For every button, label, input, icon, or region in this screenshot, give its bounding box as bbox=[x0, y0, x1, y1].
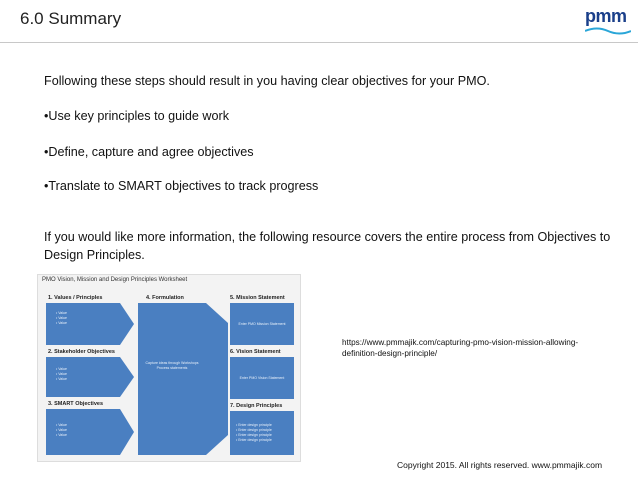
design-item-3: • Enter design principle bbox=[236, 433, 272, 437]
stakeholder-item-1: • Value bbox=[56, 367, 67, 371]
worksheet-formulation-heading: 4. Formulation bbox=[146, 295, 184, 301]
worksheet-mission-heading: 5. Mission Statement bbox=[230, 295, 285, 301]
smart-item-1: • Value bbox=[56, 423, 67, 427]
slide-header bbox=[0, 0, 638, 43]
worksheet-title: PMO Vision, Mission and Design Principles Worksheet bbox=[42, 277, 188, 283]
smart-item-2: • Value bbox=[56, 428, 67, 432]
more-info-text: If you would like more information, the following resource covers the entire process from Objectives to Design Principles. bbox=[44, 230, 611, 262]
formulation-text: Capture ideas through Workshops Process statements bbox=[145, 361, 199, 370]
worksheet-smart-heading: 3. SMART Objectives bbox=[48, 401, 104, 407]
logo-wave-icon bbox=[585, 26, 631, 36]
mission-text: Enter PMO Mission Statement bbox=[238, 322, 286, 326]
formulation-connector-shape bbox=[206, 303, 228, 455]
values-item-1: • Value bbox=[56, 311, 67, 315]
smart-item-3: • Value bbox=[56, 433, 67, 437]
design-item-2: • Enter design principle bbox=[236, 428, 272, 432]
logo-text: pmm bbox=[585, 6, 627, 26]
design-item-1: • Enter design principle bbox=[236, 423, 272, 427]
values-item-3: • Value bbox=[56, 321, 67, 325]
worksheet-image bbox=[37, 274, 301, 462]
vision-text: Enter PMO Vision Statement bbox=[239, 376, 285, 380]
intro-text: Following these steps should result in you having clear objectives for your PMO. bbox=[44, 74, 490, 88]
slide-title: 6.0 Summary bbox=[20, 9, 122, 28]
worksheet-stakeholder-heading: 2. Stakeholder Objectives bbox=[48, 349, 115, 355]
bullet-2: •Define, capture and agree objectives bbox=[44, 145, 254, 159]
bullet-1: •Use key principles to guide work bbox=[44, 109, 230, 123]
bullet-3: •Translate to SMART objectives to track progress bbox=[44, 179, 319, 193]
resource-link[interactable]: https://www.pmmajik.com/capturing-pmo-vision-mission-allowing-definition-design-principle/ bbox=[342, 338, 579, 358]
copyright-footer: Copyright 2015. All rights reserved. www.pmmajik.com bbox=[397, 460, 603, 470]
pmm-logo bbox=[585, 6, 631, 36]
formulation-box bbox=[138, 303, 206, 455]
worksheet-vision-heading: 6. Vision Statement bbox=[230, 349, 281, 355]
stakeholder-item-3: • Value bbox=[56, 377, 67, 381]
worksheet-design-heading: 7. Design Principles bbox=[230, 403, 283, 409]
design-item-4: • Enter design principle bbox=[236, 438, 272, 442]
stakeholder-item-2: • Value bbox=[56, 372, 67, 376]
worksheet-values-heading: 1. Values / Principles bbox=[48, 295, 103, 301]
values-item-2: • Value bbox=[56, 316, 67, 320]
